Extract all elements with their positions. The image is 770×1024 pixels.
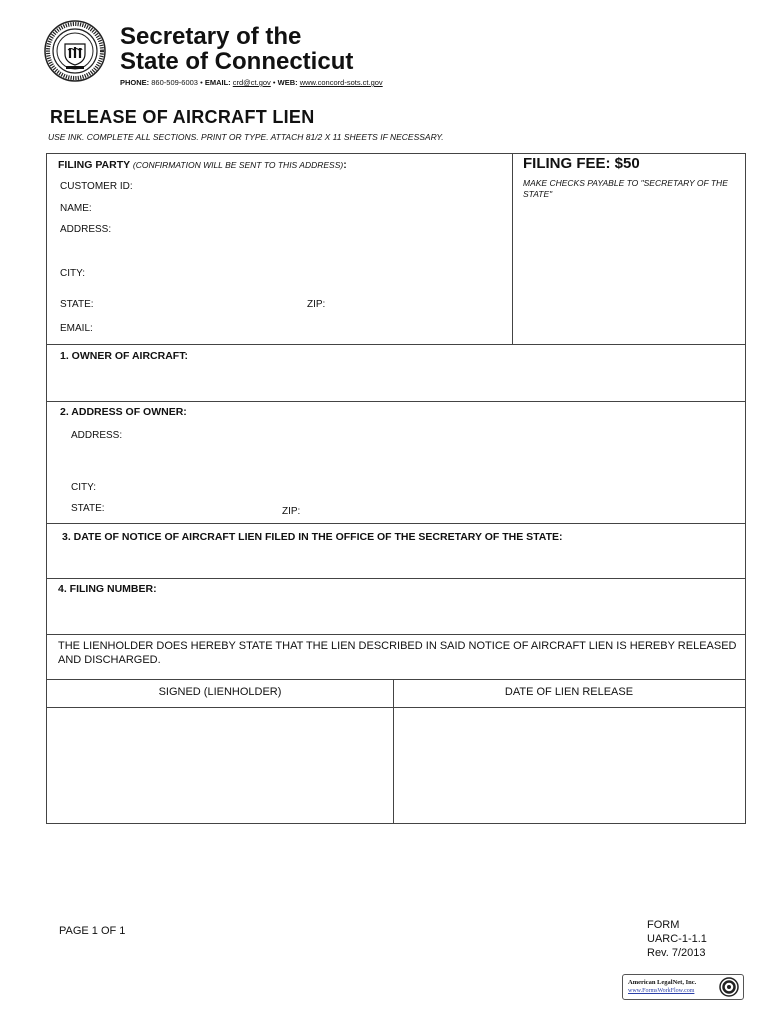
divider	[46, 679, 746, 680]
legalnet-logo-icon	[719, 977, 739, 997]
notice-date-input[interactable]	[47, 548, 744, 577]
form-title: RELEASE OF AIRCRAFT LIEN	[50, 107, 315, 127]
owner-city-field[interactable]: CITY:	[71, 482, 97, 493]
zip-field[interactable]: ZIP:	[307, 299, 326, 310]
divider	[46, 523, 746, 524]
filing-party-note: (CONFIRMATION WILL BE SENT TO THIS ADDRESS)	[132, 160, 344, 170]
email-link[interactable]: crd@ct.gov	[232, 78, 271, 87]
filing-fee: FILING FEE: $50	[523, 155, 640, 172]
filing-number-input[interactable]	[47, 600, 744, 633]
separator: •	[272, 78, 276, 87]
divider	[46, 634, 746, 635]
web-label: WEB:	[277, 78, 298, 87]
owner-address-label: 2. ADDRESS OF OWNER:	[60, 406, 187, 418]
owner-of-aircraft-input[interactable]	[47, 366, 744, 400]
divider	[512, 153, 513, 345]
signature-box[interactable]	[47, 708, 392, 822]
name-field[interactable]: NAME:	[60, 203, 92, 214]
form-number: UARC-1-1.1	[647, 933, 707, 945]
colon: :	[343, 159, 347, 171]
form-revision: Rev. 7/2013	[647, 947, 706, 959]
address-field[interactable]: ADDRESS:	[60, 224, 112, 235]
signed-lienholder-header: SIGNED (LIENHOLDER)	[158, 686, 282, 698]
agency-name-line1: Secretary of the	[120, 23, 302, 50]
phone-label: PHONE:	[120, 78, 150, 87]
owner-address-field[interactable]: ADDRESS:	[71, 430, 123, 441]
phone-number: 860-509-6003	[151, 78, 198, 87]
owner-state-field[interactable]: STATE:	[71, 503, 105, 514]
release-date-box[interactable]	[394, 708, 744, 822]
customer-id-field[interactable]: CUSTOMER ID:	[60, 181, 133, 192]
separator: •	[200, 78, 203, 87]
filing-party-heading	[58, 159, 347, 171]
publisher-url[interactable]: www.FormsWorkFlow.com	[628, 988, 695, 994]
filing-party-title: FILING PARTY	[58, 159, 130, 171]
publisher-name: American LegalNet, Inc.	[628, 979, 697, 986]
divider	[46, 344, 746, 345]
release-statement: THE LIENHOLDER DOES HEREBY STATE THAT THE LIEN DESCRIBED IN SAID NOTICE OF AIRCRAFT LIEN IS HEREBY RELEASED AND DISCHARGED.	[58, 640, 737, 666]
date-of-release-header: DATE OF LIEN RELEASE	[504, 686, 634, 698]
email-label: EMAIL:	[204, 78, 231, 87]
owner-zip-field[interactable]: ZIP:	[282, 506, 301, 517]
state-seal-icon	[44, 20, 106, 82]
fee-payable-note: MAKE CHECKS PAYABLE TO "SECRETARY OF THE STATE"	[523, 178, 728, 199]
contact-line	[120, 78, 383, 87]
form-label: FORM	[647, 919, 680, 931]
divider	[46, 578, 746, 579]
state-field[interactable]: STATE:	[60, 299, 94, 310]
notice-date-label: 3. DATE OF NOTICE OF AIRCRAFT LIEN FILED IN THE OFFICE OF THE SECRETARY OF THE STATE:	[62, 531, 563, 543]
web-link[interactable]: www.concord-sots.ct.gov	[299, 78, 383, 87]
agency-name-line2: State of Connecticut	[120, 48, 354, 75]
page-number: PAGE 1 OF 1	[59, 925, 126, 937]
divider	[46, 401, 746, 402]
form-instructions: USE INK. COMPLETE ALL SECTIONS. PRINT OR TYPE. ATTACH 81/2 X 11 SHEETS IF NECESSARY.	[48, 132, 444, 142]
owner-of-aircraft-label: 1. OWNER OF AIRCRAFT:	[60, 350, 188, 362]
filing-number-label: 4. FILING NUMBER:	[58, 583, 157, 595]
city-field[interactable]: CITY:	[60, 268, 86, 279]
email-field[interactable]: EMAIL:	[60, 323, 93, 334]
